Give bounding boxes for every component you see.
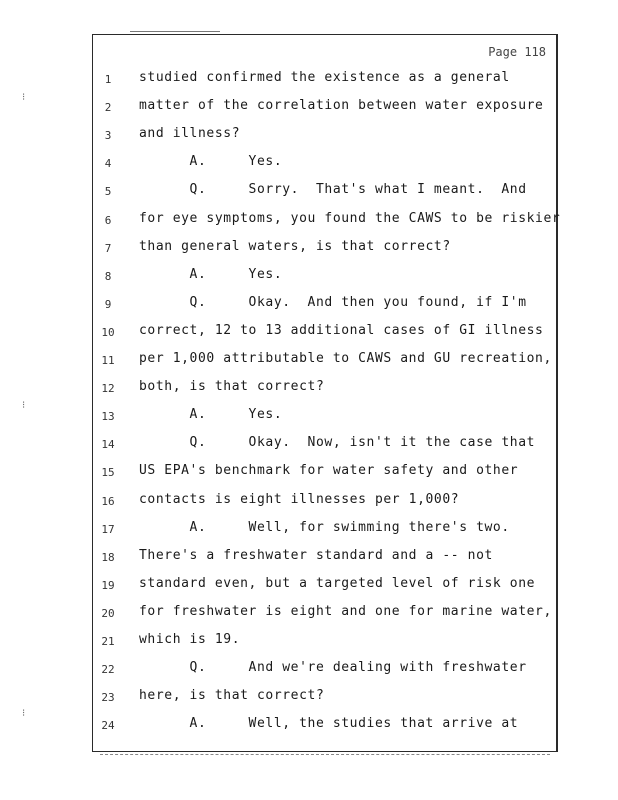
line-text: Q. Okay. And then you found, if I'm xyxy=(139,294,527,310)
transcript-line xyxy=(93,660,556,691)
line-number: 5 xyxy=(104,185,112,199)
line-number: 19 xyxy=(101,578,115,592)
line-text: studied confirmed the existence as a general xyxy=(139,70,510,85)
line-text: for freshwater is eight and one for marine water, xyxy=(139,603,552,619)
transcript-line xyxy=(93,322,556,354)
transcript-line xyxy=(93,294,556,326)
line-text: correct, 12 to 13 additional cases of GI illness xyxy=(139,322,544,338)
line-number: 13 xyxy=(101,410,115,424)
line-text: which is 19. xyxy=(139,632,241,647)
line-text: and illness? xyxy=(139,126,241,142)
transcript-line xyxy=(93,98,556,129)
line-number: 17 xyxy=(101,522,115,536)
line-number: 4 xyxy=(104,157,112,171)
line-text: A. Well, for swimming there's two. xyxy=(139,519,510,535)
line-text: Q. And we're dealing with freshwater xyxy=(139,660,527,676)
transcript-line xyxy=(93,210,561,242)
transcript-line xyxy=(93,435,556,466)
bottom-rule xyxy=(100,754,550,756)
line-number: 7 xyxy=(104,241,112,255)
transcript-line xyxy=(93,547,556,579)
line-text: A. Yes. xyxy=(139,407,283,423)
transcript-line xyxy=(93,407,556,438)
line-text: per 1,000 attributable to CAWS and GU recreation, xyxy=(139,351,552,366)
line-text: Q. Okay. Now, isn't it the case that xyxy=(139,435,536,451)
transcript-line xyxy=(93,70,556,101)
line-text: A. Well, the studies that arrive at xyxy=(139,716,519,732)
transcript-line xyxy=(93,154,556,185)
line-number: 9 xyxy=(104,297,112,311)
transcript-line xyxy=(93,126,556,157)
line-number: 16 xyxy=(101,494,115,508)
line-number: 14 xyxy=(101,438,115,452)
line-number: 1 xyxy=(104,73,112,86)
transcript-line xyxy=(93,716,556,747)
transcript-line xyxy=(93,632,556,663)
line-text: both, is that correct? xyxy=(139,379,325,395)
line-number: 12 xyxy=(101,382,115,396)
transcript-line xyxy=(93,519,556,551)
line-number: 6 xyxy=(104,213,112,227)
line-text: Q. Sorry. That's what I meant. And xyxy=(139,182,527,198)
line-text: matter of the correlation between water exposure xyxy=(139,98,544,114)
line-number: 23 xyxy=(101,691,115,705)
page-number: Page 118 xyxy=(488,45,546,59)
line-number: 24 xyxy=(101,719,115,733)
margin-mark: ⁝ xyxy=(22,92,26,103)
line-number: 21 xyxy=(101,635,115,648)
scan-mark xyxy=(130,31,220,32)
line-text: There's a freshwater standard and a -- not xyxy=(139,547,493,563)
line-number: 18 xyxy=(101,550,115,564)
line-text: standard even, but a targeted level of risk one xyxy=(139,575,536,591)
transcript-line xyxy=(93,603,556,635)
transcript-page xyxy=(92,34,561,752)
line-number: 10 xyxy=(101,325,115,339)
line-number: 2 xyxy=(104,101,112,115)
transcript-line xyxy=(93,575,556,607)
line-number: 11 xyxy=(101,354,115,367)
line-number: 15 xyxy=(101,466,115,480)
transcript-line xyxy=(93,688,556,719)
line-text: US EPA's benchmark for water safety and other xyxy=(139,463,519,479)
line-text: here, is that correct? xyxy=(139,688,325,704)
margin-mark: ⁝ xyxy=(22,400,26,411)
transcript-line xyxy=(93,182,556,213)
line-number: 3 xyxy=(104,129,112,143)
line-text: A. Yes. xyxy=(139,154,283,170)
transcript-line xyxy=(93,266,556,298)
line-text: for eye symptoms, you found the CAWS to be riskier xyxy=(139,210,561,226)
transcript-line xyxy=(93,351,556,382)
transcript-line xyxy=(93,463,556,494)
line-text: than general waters, is that correct? xyxy=(139,238,451,254)
line-number: 20 xyxy=(101,606,115,620)
line-number: 8 xyxy=(104,269,112,283)
line-number: 22 xyxy=(101,663,115,677)
transcript-line xyxy=(93,491,556,523)
line-text: A. Yes. xyxy=(139,266,283,282)
transcript-line xyxy=(93,238,556,270)
transcript-line xyxy=(93,379,556,410)
line-text: contacts is eight illnesses per 1,000? xyxy=(139,491,460,507)
margin-mark: ⁝ xyxy=(22,708,26,719)
